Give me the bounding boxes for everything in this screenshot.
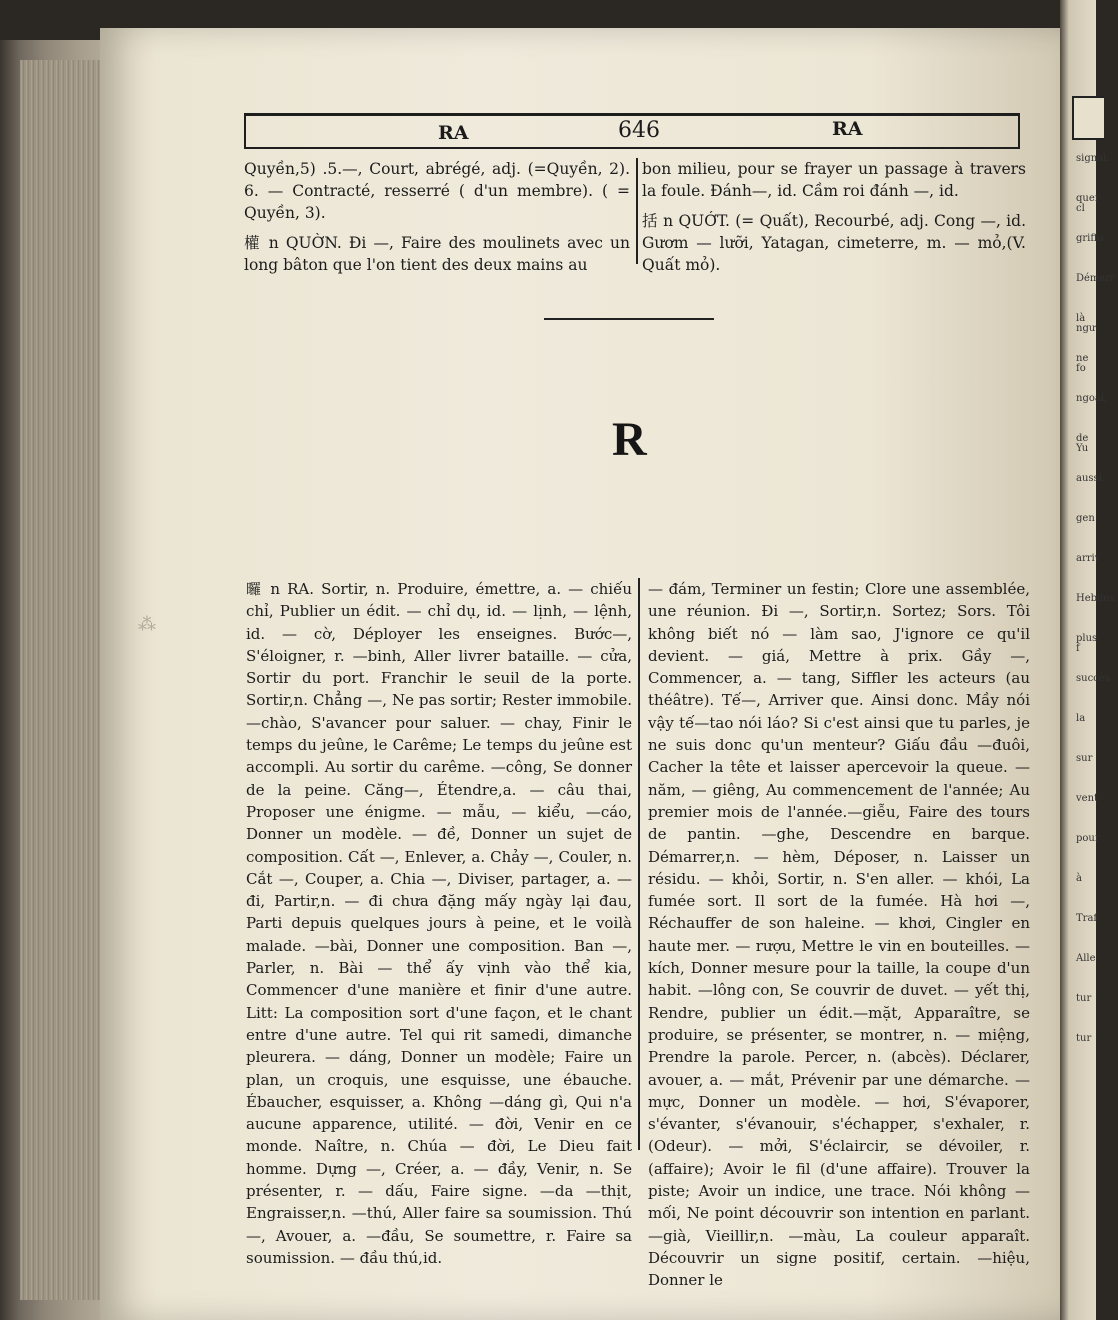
page-number: 646: [618, 118, 660, 143]
facing-text-fragment: de Yu: [1076, 433, 1089, 454]
entry-paragraph: Quyền,5) .5.—, Court, abrégé, adj. (=Quyền, 2). 6. — Contracté, resserré ( d'un membre). ( = Quyền, 3).: [244, 160, 630, 222]
facing-text-fragment: ngoài,: [1076, 393, 1108, 404]
facing-text-fragment: là ngư: [1076, 313, 1096, 334]
entry-paragraph: bon milieu, pour se frayer un passage à travers la foule. Đánh—, id. Cầm roi đánh —, id.: [642, 160, 1026, 200]
top-left-column: [244, 158, 630, 276]
facing-text-fragment: Alle: [1076, 953, 1096, 964]
entry-paragraph: 括 n QUỚT. (= Quất), Recourbé, adj. Cong —, id. Gươm — lưỡi, Yatagan, cimeterre, m. — mỏ,(V. Quất mỏ).: [642, 212, 1026, 274]
facing-text-fragment: succès: [1076, 673, 1110, 684]
bottom-left-column: [246, 578, 632, 1269]
facing-text-fragment: la: [1076, 713, 1086, 724]
entry-paragraph: 權 n QUỜN. Đi —, Faire des moulinets avec un long bâton que l'on tient des deux mains au: [244, 234, 630, 274]
facing-text-fragment: tur: [1076, 1033, 1092, 1044]
facing-text-fragment: gen: [1076, 513, 1095, 524]
facing-text-fragment: signal.: [1076, 153, 1110, 164]
margin-stamp: ⁂: [138, 614, 156, 635]
facing-text-fragment: Hebiles.: [1076, 593, 1118, 604]
facing-text-fragment: plus f: [1076, 633, 1098, 654]
facing-text-fragment: Démarr: [1076, 273, 1115, 284]
bottom-right-column: [648, 578, 1030, 1292]
section-rule: [544, 318, 714, 320]
entry-text: 曪 n RA. Sortir, n. Produire, émettre, a. — chiếu chỉ, Publier un édit. — chỉ dụ, id. — lịnh, — lệnh, id. — cờ, Déployer les enseignes. Bước—, S'éloigner, r. —binh, Aller livrer bataille. — cửa, Sortir du port. Franchir le seuil de la porte. Sortir,n. Chẳng —, Ne pas sortir; Rester immobile. —chào, S'avancer pour saluer. — chay, Finir le temps du jeûne, le Carême; Le temps du jeûne est accompli. Au sortir du carême. —công, Se donner de la peine. Căng—, Étendre,a. — câu thai, Proposer une énigme. — mẫu, — kiểu, —cáo, Donner un modèle. — đề, Donner un sujet de composition. Cất —, Enlever, a. Chảy —, Couler, n. Cắt —, Couper, a. Chia —, Diviser, partager, a. — đi, Partir,n. — đi chưa đặng mấy ngày lại đau, Parti depuis quelques jours à peine, et le voilà malade. —bài, Donner une composition. Ban —, Parler, n. Bài — thể ấy vịnh vào thể kia, Commencer d'une manière et finir d'une autre. Litt: La composition sort d'une façon, et le chant entre d'une autre. Tel qui rit samedi, dimanche pleurera. — dáng, Donner un modèle; Faire un plan, un croquis, une esquisse, une ébauche. Ébaucher, esquisser, a. Không —dáng gì, Qui n'a aucune apparence, utilité. — đời, Venir en ce monde. Naître, n. Chúa — đời, Le Dieu fait homme. Dựng —, Créer, a. — đầy, Venir, n. Se présenter, r. — dấu, Faire signe. —da —thịt, Engraisser,n. —thú, Aller faire sa soumission. Thú —, Avouer, a. —đầu, Se soumettre, r. Faire sa soumission. — đầu thú,id.: [246, 580, 632, 1267]
facing-text-fragment: à: [1076, 873, 1082, 884]
facing-text-fragment: Traf: [1076, 913, 1098, 924]
facing-text-fragment: sur: [1076, 753, 1093, 764]
section-letter: R: [612, 413, 647, 466]
column-divider: [638, 578, 640, 1150]
facing-header-box: [1072, 96, 1104, 140]
header-left-word: RA: [438, 122, 469, 144]
facing-text-fragment: ne fo: [1076, 353, 1089, 374]
page-header: [244, 113, 1020, 149]
facing-text-fragment: aussi: [1076, 473, 1102, 484]
facing-text-fragment: pour: [1076, 833, 1100, 844]
facing-text-fragment: quer cl: [1076, 193, 1100, 214]
facing-text-fragment: griffo: [1076, 233, 1104, 244]
facing-text-fragment: tur: [1076, 993, 1092, 1004]
facing-text-fragment: arriv: [1076, 553, 1101, 564]
entry-text: — đám, Terminer un festin; Clore une assemblée, une réunion. Đi —, Sortir,n. Sortez; Sors. Tôi không biết nó — làm sao, J'ignore ce qu'il devient. — giá, Mettre à prix. Gầy —, Commencer, a. — tang, Siffler les acteurs (au théâtre). Tế—, Arriver que. Ainsi donc. Mầy nói vậy tế—tao nói láo? Si c'est ainsi que tu parles, je ne suis donc qu'un menteur? Giấu đầu —đuôi, Cacher la tête et laisser apercevoir la queue. — năm, — giêng, Au commencement de l'année; Au premier mois de l'année.—giễu, Faire des tours de pantin. —ghe, Descendre en barque. Démarrer,n. — hèm, Déposer, n. Laisser un résidu. — khỏi, Sortir, n. S'en aller. — khói, La fumée sort. Il sort de la fumée. Hà hơi —, Réchauffer de son haleine. — khơi, Cingler en haute mer. — rượu, Mettre le vin en bouteilles. —kích, Donner mesure pour la taille, la coupe d'un habit. —lông con, Se couvrir de duvet. — yết thị, Rendre, publier un édit.—mặt, Apparaître, se produire, se présenter, se montrer, n. — miệng, Prendre la parole. Percer, n. (abcès). Déclarer, avouer, a. — mắt, Prévenir par une démarche. — mực, Donner un modèle. — hơi, S'évaporer, s'évanter, s'évanouir, s'échapper, s'exhaler, r. (Odeur). — mởi, S'éclaircir, se dévoiler, r. (affaire); Avoir le fil (d'une affaire). Trouver la piste; Avoir un indice, une trace. Nói không — mối, Ne point découvrir son intention en parlant. —già, Vieillir,n. —màu, La couleur apparaît. Découvrir un signe positif, certain. —hiệu, Donner le: [648, 580, 1030, 1290]
facing-page: [1060, 0, 1118, 1320]
header-right-word: RA: [832, 118, 863, 140]
top-right-column: [642, 158, 1026, 276]
facing-text-fragment: vent: [1076, 793, 1099, 804]
column-divider: [636, 158, 638, 264]
